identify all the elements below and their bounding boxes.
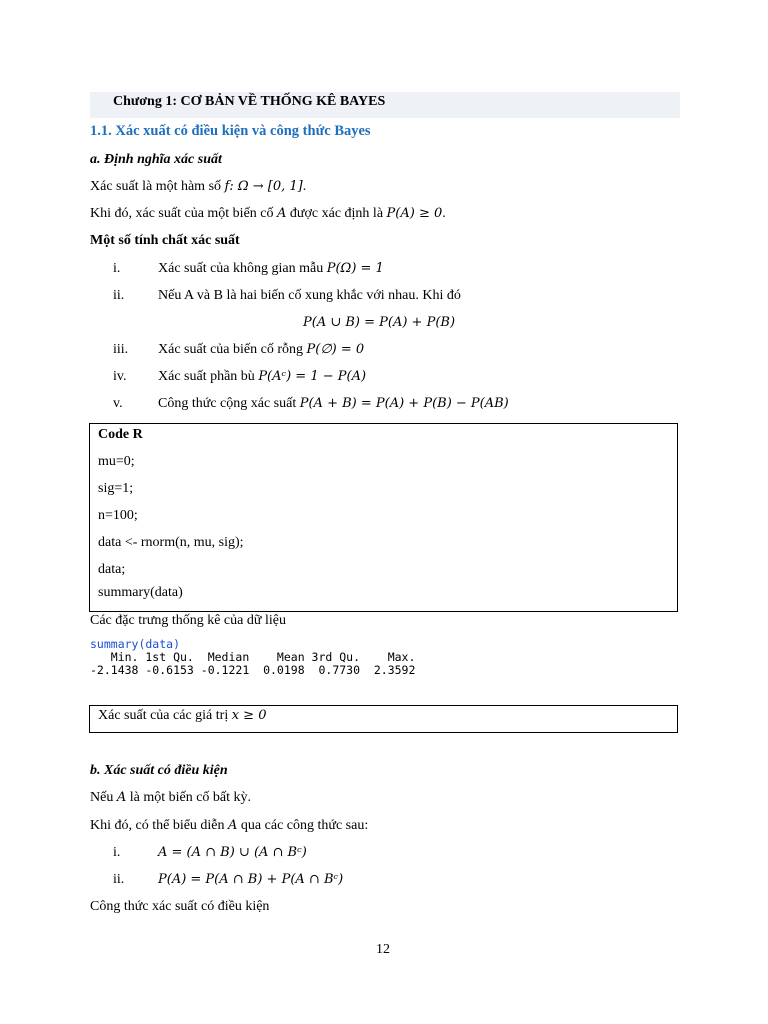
property-item [158,342,364,358]
paragraph-definition-end: . [302,179,307,194]
property-text: Công thức cộng xác suất [158,396,300,411]
paragraph-event-mid: được xác định là [286,206,387,221]
paragraph-definition [90,179,306,195]
console-values: -2.1438 -0.6153 -0.1221 0.0198 0.7730 2.3592 [90,663,423,677]
property-formula: P(Ω) = 1 [326,261,384,276]
property-item [158,369,366,385]
total-probability-formula: P(A) = P(A ∩ B) + P(A ∩ Bᶜ) [158,872,344,887]
event-variable: A [277,206,287,221]
formula-number: ii. [113,872,125,887]
console-command: summary(data) [90,637,181,651]
property-number: v. [113,396,123,411]
property-item [158,261,384,277]
properties-heading: Một số tính chất xác suất [90,233,240,248]
function-formula: f: Ω → [0, 1] [224,179,303,194]
subheading-b: b. Xác suất có điều kiện [90,763,228,778]
paragraph-event [90,206,446,222]
paragraph-event-end: . [442,206,446,221]
paragraph-event-text: Khi đó, xác suất của một biến cố [90,206,278,221]
union-formula: P(A ∪ B) = P(A) + P(B) [303,315,456,330]
paragraph-definition-text: Xác suất là một hàm số [90,179,225,194]
probability-box-text: Xác suất của các giá trị [98,708,232,723]
code-line: data; [98,562,126,577]
console-header: Min. 1st Qu. Median Mean 3rd Qu. Max. [90,650,423,664]
code-box-title: Code R [98,427,143,442]
property-number: ii. [113,288,125,303]
property-number: iii. [113,342,129,357]
code-line: mu=0; [98,454,135,469]
code-line: n=100; [98,508,138,523]
paragraph-any-event [90,790,251,806]
property-formula: P(∅) = 0 [306,342,365,357]
nonnegativity-formula: P(A) ≥ 0 [386,206,443,221]
property-formula: P(A + B) = P(A) + P(B) − P(AB) [299,396,509,411]
property-formula: P(Aᶜ) = 1 − P(A) [258,369,367,384]
property-number: i. [113,261,121,276]
section-title: 1.1. Xác xuất có điều kiện và công thức Bayes [90,123,371,139]
code-line: data <- rnorm(n, mu, sig); [98,535,244,550]
probability-box-line [98,708,266,724]
probability-box [89,705,678,733]
property-item [158,396,509,412]
event-variable: A [116,790,127,805]
page-number: 12 [376,942,390,957]
property-text: Xác suất phần bù [158,369,259,384]
subheading-a: a. Định nghĩa xác suất [90,152,222,167]
paragraph-conditional: Công thức xác suất có điều kiện [90,899,270,914]
property-number: iv. [113,369,127,384]
paragraph-representation-text1: Khi đó, có thể biểu diễn [90,818,229,833]
code-line: sig=1; [98,481,134,496]
paragraph-any-event-text2: là một biến cố bất kỳ. [126,790,252,805]
property-text: Xác suất của không gian mẫu [158,261,327,276]
probability-box-formula: x ≥ 0 [231,708,267,723]
chapter-title: Chương 1: CƠ BẢN VỀ THỐNG KÊ BAYES [113,94,386,109]
decomposition-formula: A = (A ∩ B) ∪ (A ∩ Bᶜ) [158,845,307,860]
paragraph-representation-text2: qua các công thức sau: [237,818,369,833]
code-box [89,423,678,612]
formula-number: i. [113,845,121,860]
stats-caption: Các đặc trưng thống kê của dữ liệu [90,613,286,628]
paragraph-any-event-text1: Nếu [90,790,117,805]
paragraph-representation [90,818,368,834]
property-text: Xác suất của biến cố rỗng [158,342,307,357]
code-line: summary(data) [98,585,183,600]
property-text: Nếu A và B là hai biến cố xung khắc với nhau. Khi đó [158,288,461,303]
event-variable: A [228,818,238,833]
